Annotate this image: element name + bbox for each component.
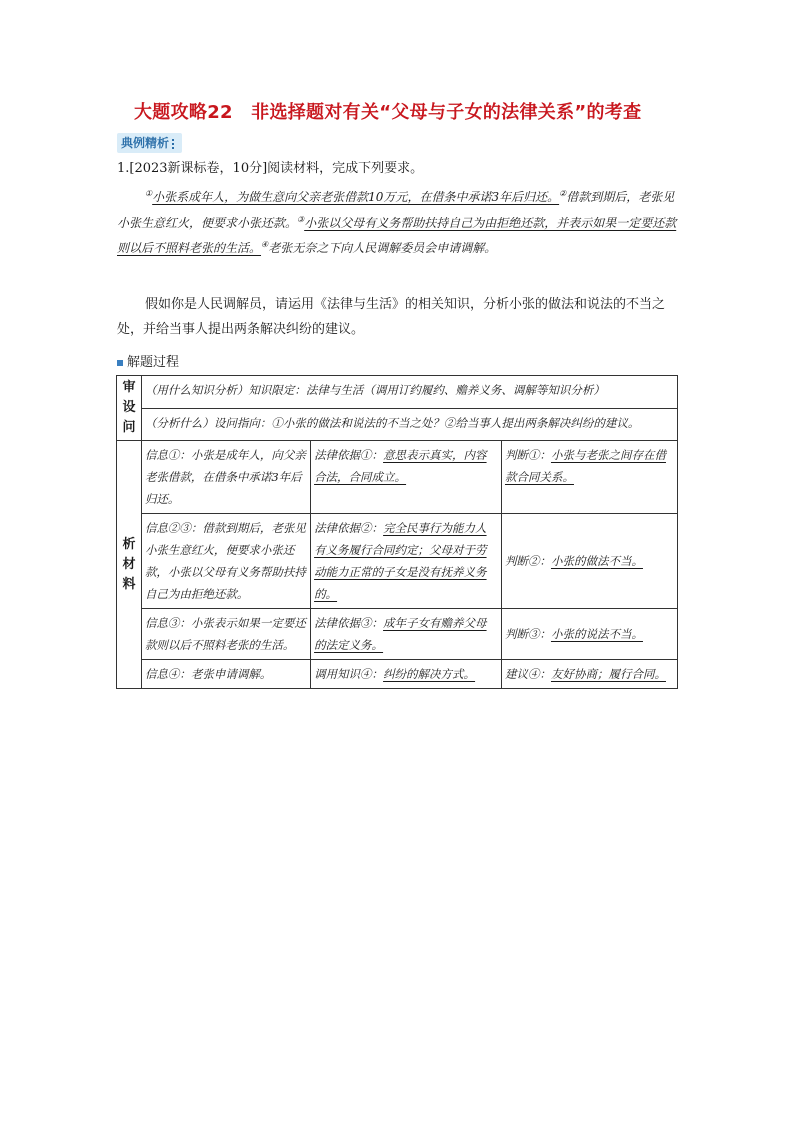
task-paragraph: 假如你是人民调解员，请运用《法律与生活》的相关知识，分析小张的做法和说法的不当之处，并给当事人提出两条解决纠纷的建议。 [117,297,666,337]
section-tag: 典例精析 [117,133,182,153]
info-cell: 信息④：老张申请调解。 [141,660,310,689]
table-row [117,660,678,689]
material-sentence-4: 老张无奈之下向人民调解委员会申请调解。 [268,241,497,255]
marker-4: ④ [261,240,269,249]
analysis-table [116,375,678,689]
material-paragraph [117,183,677,260]
xi-label: 析 材 料 [117,441,142,689]
basis-cell: 法律依据③：成年子女有赡养父母的法定义务。 [311,609,502,660]
question-header: 1.[2023新课标卷，10分]阅读材料，完成下列要求。 [117,161,424,176]
table-row [117,609,678,660]
judge-cell: 建议④：友好协商；履行合同。 [501,660,677,689]
shen-label: 审 设 问 [117,376,142,441]
info-cell: 信息③：小张表示如果一定要还款则以后不照料老张的生活。 [141,609,310,660]
table-row [117,514,678,609]
table-row [117,408,678,441]
material-sentence-1: 小张系成年人，为做生意向父亲老张借款10万元，在借条中承诺3年后归还。 [152,190,560,204]
basis-cell: 法律依据①：意思表示真实，内容合法，合同成立。 [311,441,502,514]
table-row [117,441,678,514]
marker-2: ② [559,189,567,198]
judge-cell: 判断③：小张的说法不当。 [501,609,677,660]
material-sentence-2: 借款到期后，老张见小张生意红火，便要求小张还款。 [117,190,675,230]
marker-3: ③ [297,214,305,224]
judge-cell: 判断②：小张的做法不当。 [501,514,677,609]
shen-direction: （分析什么）设问指向：①小张的做法和说法的不当之处？②给当事人提出两条解决纠纷的建议。 [141,408,677,441]
marker-1: ① [145,189,153,198]
basis-cell: 调用知识④：纠纷的解决方式。 [311,660,502,689]
material-sentence-3: 小张以父母有义务帮助扶持自己为由拒绝还款，并表示如果一定要还款则以后不照料老张的生活。 [117,215,677,255]
info-cell: 信息②③：借款到期后，老张见小张生意红火，便要求小张还款，小张以父母有义务帮助扶持自己为由拒绝还款。 [141,514,310,609]
judge-cell: 判断①：小张与老张之间存在借款合同关系。 [501,441,677,514]
shen-knowledge: （用什么知识分析）知识限定：法律与生活（调用订约履约、赡养义务、调解等知识分析） [141,376,677,409]
process-heading [117,351,179,370]
square-bullet-icon [117,360,123,366]
basis-cell: 法律依据②：完全民事行为能力人有义务履行合同约定；父母对于劳动能力正常的子女是没有抚养义务的。 [311,514,502,609]
page-title: 大题攻略22 非选择题对有关“父母与子女的法律关系”的考查 [134,102,642,123]
process-label: 解题过程 [127,355,180,370]
info-cell: 信息①：小张是成年人，向父亲老张借款，在借条中承诺3年后归还。 [141,441,310,514]
table-row [117,376,678,409]
